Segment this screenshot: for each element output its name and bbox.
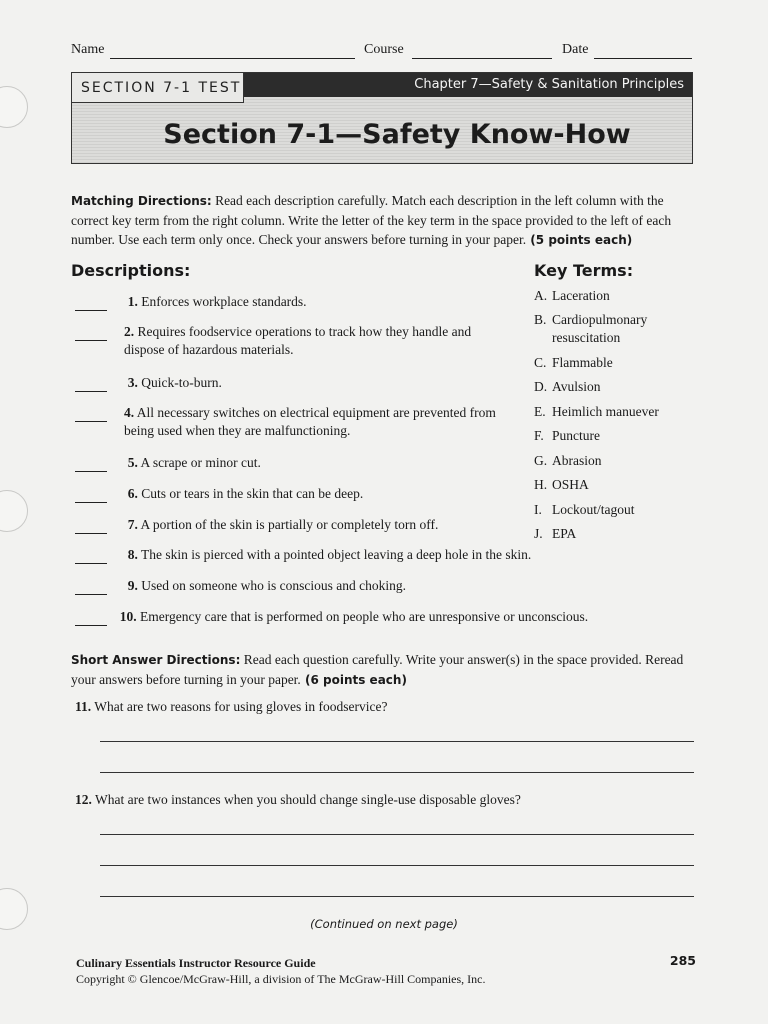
- answer-blank[interactable]: [75, 298, 107, 311]
- key-term: C. Flammable: [534, 355, 613, 370]
- answer-line[interactable]: [100, 865, 694, 866]
- answer-blank[interactable]: [75, 613, 107, 626]
- matching-item: 2. Requires foodservice operations to track how they handle and dispose of hazardous materials.: [75, 323, 505, 341]
- answer-line[interactable]: [100, 741, 694, 742]
- answer-blank[interactable]: [75, 551, 107, 564]
- short-answer-question: 12. What are two instances when you should change single-use disposable gloves?: [75, 792, 521, 807]
- date-label: Date: [562, 42, 589, 57]
- section-banner: [71, 72, 693, 164]
- answer-blank[interactable]: [75, 459, 107, 472]
- key-term: H. OSHA: [534, 477, 589, 492]
- short-answer-directions-label: Short Answer Directions:: [71, 653, 241, 667]
- punch-hole: [0, 86, 28, 128]
- matching-points: (5 points each): [526, 233, 633, 247]
- answer-blank[interactable]: [75, 379, 107, 392]
- matching-directions: [71, 191, 695, 250]
- punch-hole: [0, 490, 28, 532]
- answer-blank[interactable]: [75, 490, 107, 503]
- key-term: J. EPA: [534, 526, 577, 541]
- footer-copyright: Copyright © Glencoe/McGraw-Hill, a division of The McGraw-Hill Companies, Inc.: [76, 972, 486, 986]
- key-term: G. Abrasion: [534, 453, 602, 468]
- course-label: Course: [364, 42, 404, 57]
- chapter-title: Chapter 7—Safety & Sanitation Principles: [244, 73, 692, 97]
- answer-line[interactable]: [100, 772, 694, 773]
- matching-item: 4. All necessary switches on electrical equipment are prevented from being used when they are malfunctioning.: [75, 404, 505, 422]
- date-field[interactable]: [594, 44, 692, 59]
- key-term: A. Laceration: [534, 288, 610, 303]
- page-number: 285: [669, 953, 696, 968]
- course-field[interactable]: [412, 44, 552, 59]
- key-term: I. Lockout/tagout: [534, 502, 635, 517]
- answer-blank[interactable]: [75, 409, 107, 422]
- name-label: Name: [71, 42, 105, 57]
- answer-blank[interactable]: [75, 521, 107, 534]
- continued-note: (Continued on next page): [310, 917, 458, 931]
- key-term: B. Cardiopulmonary resuscitation: [534, 312, 648, 345]
- section-tag: SECTION 7-1 TEST: [72, 73, 244, 103]
- short-answer-directions-text: Read each question carefully. Write your answer(s) in the space provided. Reread your answers before turning in your paper.: [71, 652, 684, 687]
- matching-item: 5. A scrape or minor cut.: [75, 454, 495, 472]
- key-term: F. Puncture: [534, 428, 600, 443]
- matching-directions-label: Matching Directions:: [71, 194, 212, 208]
- descriptions-heading: Descriptions:: [71, 261, 191, 280]
- name-field[interactable]: [110, 44, 355, 59]
- answer-blank[interactable]: [75, 328, 107, 341]
- footer-book-title: Culinary Essentials Instructor Resource Guide: [76, 956, 316, 970]
- short-answer-points: (6 points each): [300, 673, 407, 687]
- key-term: E. Heimlich manuever: [534, 404, 659, 419]
- matching-item: 3. Quick-to-burn.: [75, 374, 495, 392]
- matching-item: 9. Used on someone who is conscious and choking.: [75, 577, 635, 595]
- short-answer-directions: [71, 650, 695, 690]
- answer-blank[interactable]: [75, 582, 107, 595]
- key-term: D. Avulsion: [534, 379, 601, 394]
- answer-line[interactable]: [100, 896, 694, 897]
- matching-item: 10. Emergency care that is performed on people who are unresponsive or unconscious.: [75, 608, 675, 626]
- matching-item: 6. Cuts or tears in the skin that can be deep.: [75, 485, 495, 503]
- answer-line[interactable]: [100, 834, 694, 835]
- matching-directions-text: Read each description carefully. Match each description in the left column with the correct key term from the right column. Write the letter of the key term in the space provided to the left of each number. Use each term only once. Check your answers before turning in your paper.: [71, 193, 672, 247]
- matching-item: 1. Enforces workplace standards.: [75, 293, 495, 311]
- key-terms-heading: Key Terms:: [534, 261, 634, 280]
- page-title: Section 7-1—Safety Know-How: [163, 119, 631, 150]
- short-answer-question: 11. What are two reasons for using gloves in foodservice?: [75, 699, 388, 714]
- matching-item: 7. A portion of the skin is partially or completely torn off.: [75, 516, 505, 534]
- matching-item: 8. The skin is pierced with a pointed object leaving a deep hole in the skin.: [75, 546, 635, 564]
